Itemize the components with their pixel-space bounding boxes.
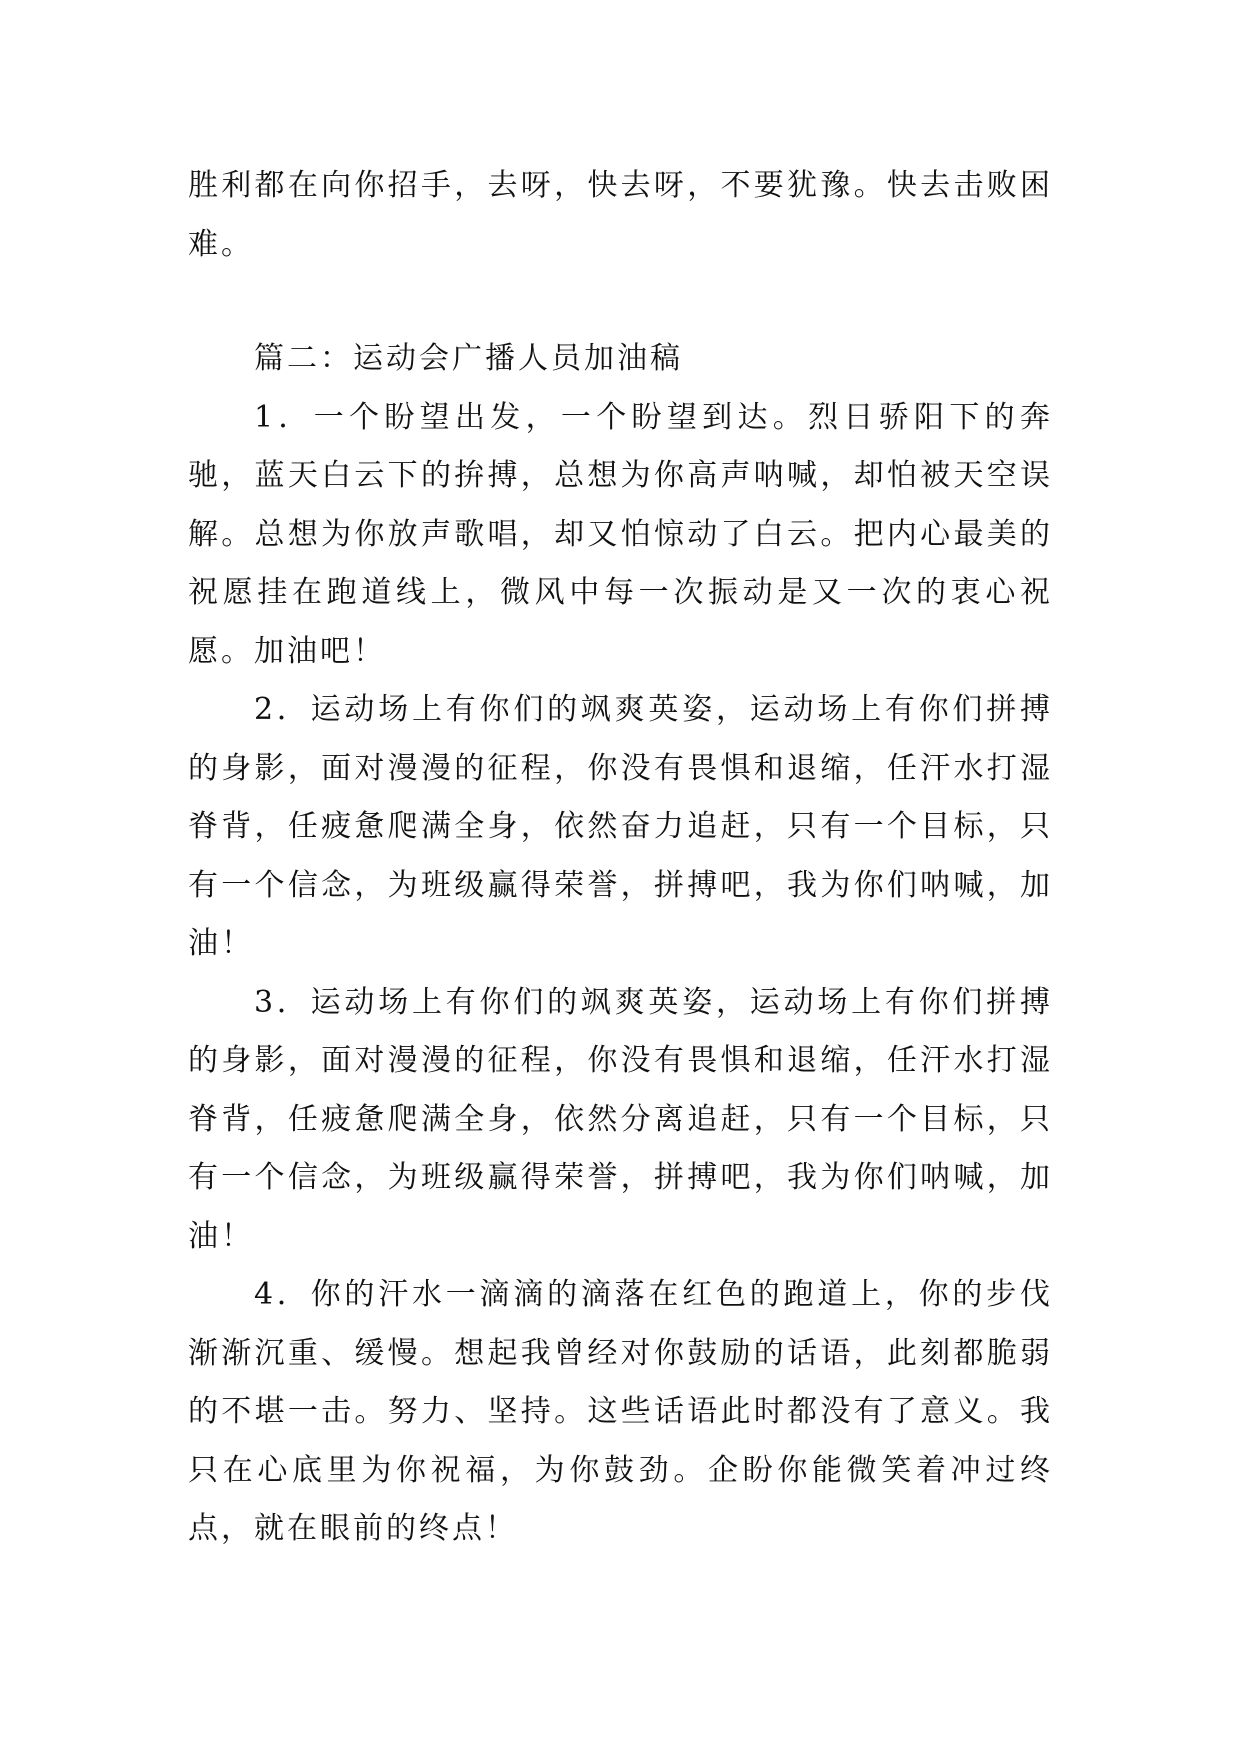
cheer-paragraph-4: 4．你的汗水一滴滴的滴落在红色的跑道上，你的步伐渐渐沉重、缓慢。想起我曾经对你鼓励的话语，此刻都脆弱的不堪一击。努力、坚持。这些话语此时都没有了意义。我只在心底里为你祝福，为你鼓劲。企盼你能微笑着冲过终点，就在眼前的终点！ [188,1277,1053,1546]
continuation-block [188,157,1053,274]
section-title: 篇二：运动会广播人员加油稿 [254,341,683,376]
cheer-paragraph-2: 2．运动场上有你们的飒爽英姿，运动场上有你们拼搏的身影，面对漫漫的征程，你没有畏惧和退缩，任汗水打湿脊背，任疲惫爬满全身，依然奋力追赶，只有一个目标，只有一个信念，为班级赢得荣誉，拼搏吧，我为你们呐喊，加油！ [188,692,1053,961]
cheer-paragraph-3: 3．运动场上有你们的飒爽英姿，运动场上有你们拼搏的身影，面对漫漫的征程，你没有畏惧和退缩，任汗水打湿脊背，任疲惫爬满全身，依然分离追赶，只有一个目标，只有一个信念，为班级赢得荣誉，拼搏吧，我为你们呐喊，加油！ [188,984,1053,1254]
section-block [188,330,1053,1559]
continuation-paragraph: 胜利都在向你招手，去呀，快去呀，不要犹豫。快去击败困难。 [188,168,1053,262]
cheer-paragraph-1: 1．一个盼望出发，一个盼望到达。烈日骄阳下的奔驰，蓝天白云下的拚搏，总想为你高声呐喊，却怕被天空误解。总想为你放声歌唱，却又怕惊动了白云。把内心最美的祝愿挂在跑道线上，微风中每一次振动是又一次的衷心祝愿。加油吧！ [188,399,1053,669]
